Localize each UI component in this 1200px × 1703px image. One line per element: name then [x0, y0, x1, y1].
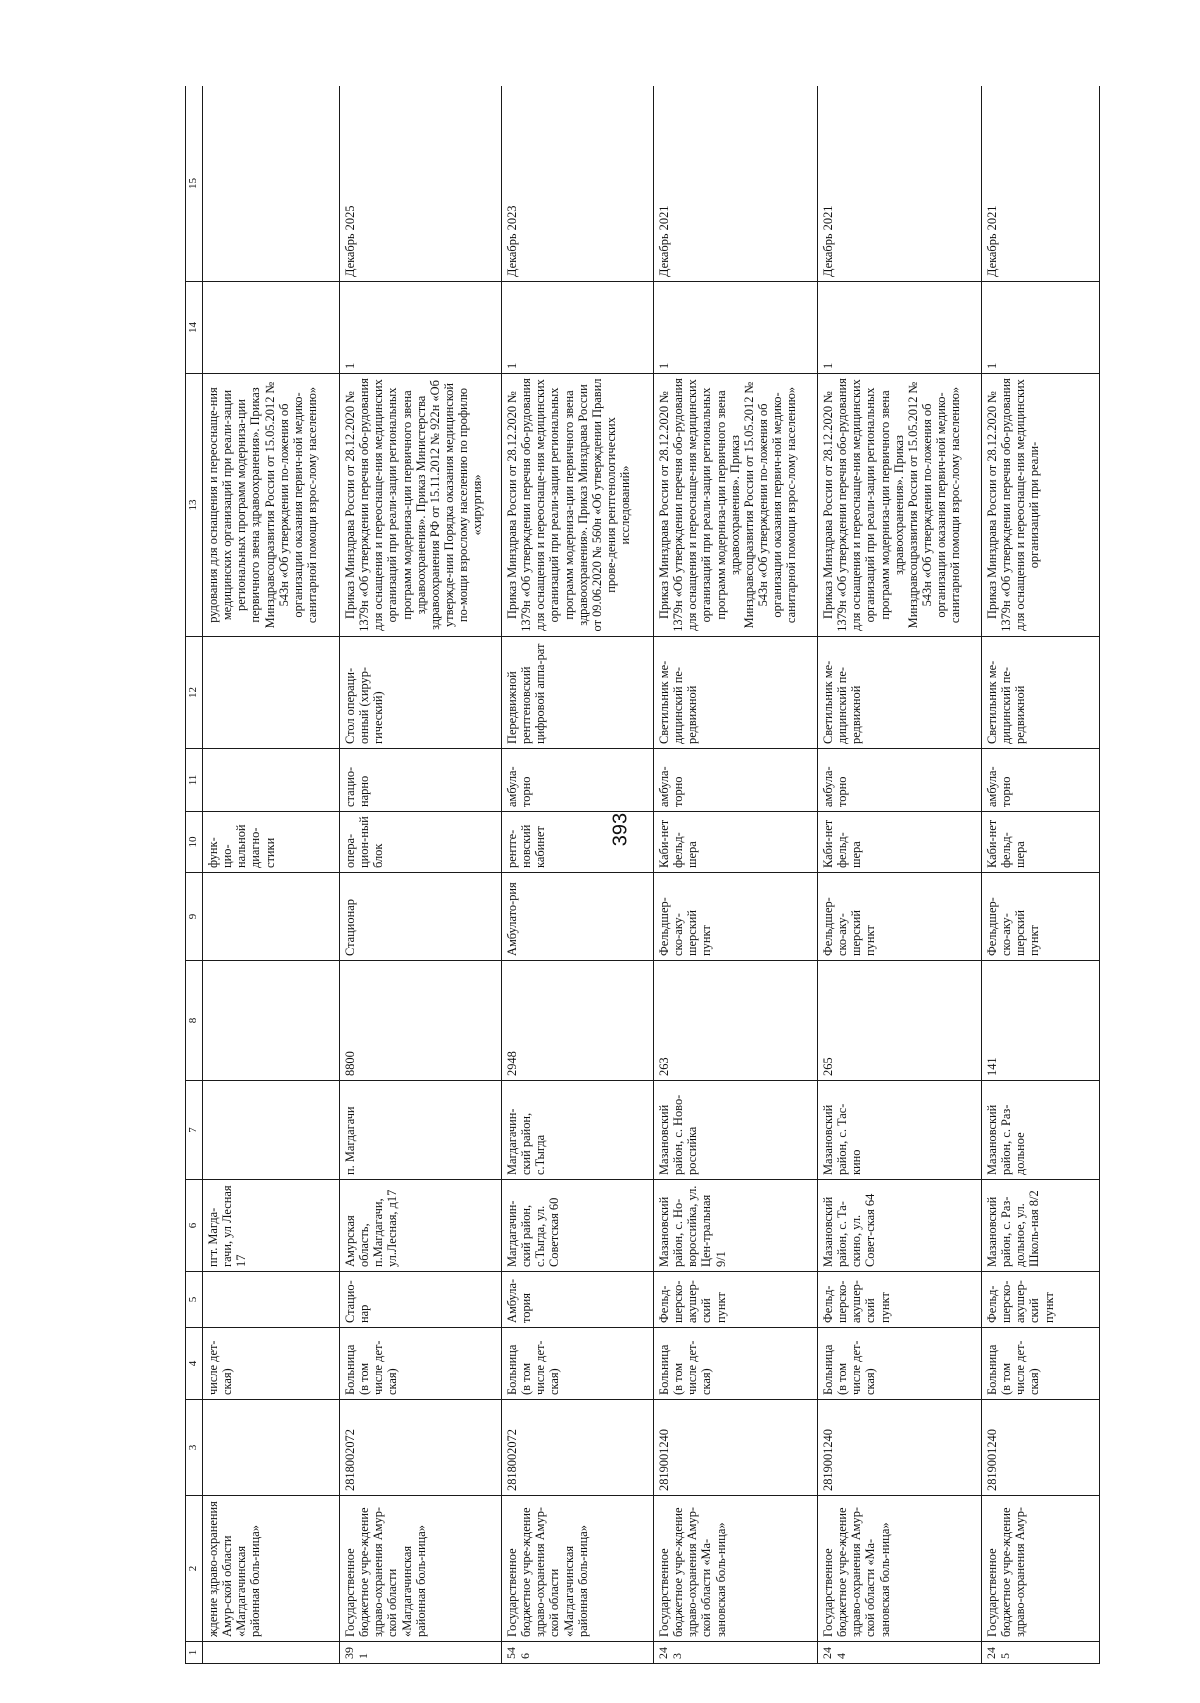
- inn-cell: 2819001240: [982, 1400, 1100, 1496]
- population-cell: 265: [818, 961, 982, 1081]
- care-mode-cell: [203, 749, 340, 812]
- deadline-cell: Декабрь 2021: [982, 86, 1100, 282]
- table-row-continued: [203, 86, 340, 1664]
- address-cell: Мазановский район, с. Но-вороссийка, ул. Цен-тральная 9/1: [654, 1180, 818, 1272]
- organization-cell: Государственное бюджетное учре-ждение здраво-охранения Амур-ской области «Магдагачинская районная боль-ница»: [340, 1496, 502, 1642]
- deadline-cell: Декабрь 2021: [654, 86, 818, 282]
- unit-type-cell: [203, 1272, 340, 1328]
- regulation-cell: Приказ Минздрава России от 28.12.2020 № 1379н «Об утверждении перечня обо-рудования для оснащения и переоснаще-ния медицинских организаций при реали-зации региональных программ модерниза-ции первичного звена здравоохранения». Приказ Минздравсоцразвития России от 15.05.2012 № 543н «Об утверждении по-ложения об организации оказания первич-ной медико-санитарной помощи взрос-лому населению»: [818, 374, 982, 637]
- department-cell: рентге-новский кабинет: [502, 812, 654, 873]
- table-row: [818, 86, 982, 1664]
- inn-cell: 2818002072: [340, 1400, 502, 1496]
- table-row: [982, 86, 1100, 1664]
- column-number: 12: [186, 637, 203, 749]
- column-number: 14: [186, 282, 203, 374]
- population-cell: 141: [982, 961, 1100, 1081]
- inn-cell: [203, 1400, 340, 1496]
- equipment-cell: Передвижной рентгеновский цифровой аппа-рат: [502, 637, 654, 749]
- deadline-cell: Декабрь 2025: [340, 86, 502, 282]
- care-mode-cell: амбула-торно: [982, 749, 1100, 812]
- care-mode-cell: амбула-торно: [654, 749, 818, 812]
- regulation-cell: Приказ Минздрава России от 28.12.2020 № 1379н «Об утверждении перечня обо-рудования для оснащения и переоснаще-ния медицинских организаций при реали-зации региональных программ модерниза-ции первичного звена здравоохранения». Приказ Министерства здравоохранения РФ от 15.11.2012 № 922н «Об утвержде-нии Порядка оказания медицинской по-мощи взрослому населению по профилю «хирургия»: [340, 374, 502, 637]
- care-mode-cell: стацио-нарно: [340, 749, 502, 812]
- rotated-table-container: [185, 86, 1100, 1664]
- address-cell: Магдагачин-ский район, с.Тыгда, ул. Советская 60: [502, 1180, 654, 1272]
- address-cell: пгт. Магда-гачи, ул Лесная 17: [203, 1180, 340, 1272]
- unit-type-cell: Фельд-шерско-акушер-ский пункт: [818, 1272, 982, 1328]
- quantity-cell: 1: [654, 282, 818, 374]
- address-cell: Амурская область, п.Магдагачи, ул.Лесная, д17: [340, 1180, 502, 1272]
- institution-type-cell: Больница (в том числе дет-ская): [340, 1328, 502, 1400]
- department-cell: Каби-нет фельд-шера: [654, 812, 818, 873]
- institution-type-cell: Больница (в том числе дет-ская): [654, 1328, 818, 1400]
- regulation-cell: Приказ Минздрава России от 28.12.2020 № 1379н «Об утверждении перечня обо-рудования для оснащения и переоснаще-ния медицинских организаций при реали-зации региональных программ модерниза-ции первичного звена здравоохранения». Приказ Минздрава России от 09.06.2020 № 560н «Об утверждении Правил прове-дения рентгенологических исследований»: [502, 374, 654, 637]
- inn-cell: 2819001240: [654, 1400, 818, 1496]
- column-number: 5: [186, 1272, 203, 1328]
- unit-type-cell: Амбула-тория: [502, 1272, 654, 1328]
- facility-cell: Амбулато-рия: [502, 873, 654, 961]
- deadline-cell: Декабрь 2021: [818, 86, 982, 282]
- institution-type-cell: Больница (в том числе дет-ская): [818, 1328, 982, 1400]
- equipment-cell: Светильник ме-дицинский пе-редвижной: [982, 637, 1100, 749]
- care-mode-cell: амбула-торно: [818, 749, 982, 812]
- care-mode-cell: амбула-торно: [502, 749, 654, 812]
- equipment-cell: Стол операци-онный (хирур-гический): [340, 637, 502, 749]
- department-cell: Каби-нет фельд-шера: [982, 812, 1100, 873]
- organization-cell: Государственное бюджетное учре-ждение здраво-охранения Амур-ской области «Ма-зановская боль-ница»: [654, 1496, 818, 1642]
- population-cell: [203, 961, 340, 1081]
- column-number: 13: [186, 374, 203, 637]
- row-number-cell: 245: [982, 1642, 1100, 1664]
- quantity-cell: 1: [340, 282, 502, 374]
- unit-type-cell: Фельд-шерско-акушер-ский пункт: [654, 1272, 818, 1328]
- column-number: 10: [186, 812, 203, 873]
- population-cell: 8800: [340, 961, 502, 1081]
- regulation-cell: Приказ Минздрава России от 28.12.2020 № 1379н «Об утверждении перечня обо-рудования для оснащения и переоснаще-ния медицинских организаций при реали-зации региональных программ модерниза-ции первичного звена здравоохранения». Приказ Минздравсоцразвития России от 15.05.2012 № 543н «Об утверждении по-ложения об организации оказания первич-ной медико-санитарной помощи взрос-лому населению»: [654, 374, 818, 637]
- column-number: 7: [186, 1081, 203, 1180]
- row-number-cell: 546: [502, 1642, 654, 1664]
- column-number: 1: [186, 1642, 203, 1664]
- equipment-cell: Светильник ме-дицинский пе-редвижной: [654, 637, 818, 749]
- department-cell: опера-цион-ный блок: [340, 812, 502, 873]
- unit-type-cell: Фельд-шерско-акушер-ский пункт: [982, 1272, 1100, 1328]
- facility-cell: Фельдшер-ско-аку-шерский пункт: [654, 873, 818, 961]
- column-number-row: [186, 86, 203, 1664]
- row-number-cell: 244: [818, 1642, 982, 1664]
- quantity-cell: 1: [502, 282, 654, 374]
- population-cell: 2948: [502, 961, 654, 1081]
- row-number-cell: 243: [654, 1642, 818, 1664]
- address-cell: Мазановский район, с. Раз-дольное, ул. Школь-ная 8/2: [982, 1180, 1100, 1272]
- department-cell: функ-цио-нальной диагно-стики: [203, 812, 340, 873]
- quantity-cell: 1: [818, 282, 982, 374]
- facility-cell: Фельдшер-ско-аку-шерский пункт: [982, 873, 1100, 961]
- equipment-cell: [203, 637, 340, 749]
- deadline-cell: Декабрь 2023: [502, 86, 654, 282]
- locality-cell: Мазановский район, с. Ново-российка: [654, 1081, 818, 1180]
- facility-cell: Стационар: [340, 873, 502, 961]
- inn-cell: 2819001240: [818, 1400, 982, 1496]
- column-number: 9: [186, 873, 203, 961]
- equipment-table: [185, 86, 1100, 1664]
- equipment-cell: Светильник ме-дицинский пе-редвижной: [818, 637, 982, 749]
- institution-type-cell: Больница (в том числе дет-ская): [982, 1328, 1100, 1400]
- locality-cell: Магдагачин-ский район, с.Тыгда: [502, 1081, 654, 1180]
- organization-cell: Государственное бюджетное учре-ждение здраво-охранения Амур-: [982, 1496, 1100, 1642]
- institution-type-cell: Больница (в том числе дет-ская): [502, 1328, 654, 1400]
- row-number-cell: 391: [340, 1642, 502, 1664]
- regulation-cell: Приказ Минздрава России от 28.12.2020 № 1379н «Об утверждении перечня обо-рудования для оснащения и переоснаще-ния медицинских организаций при реали-: [982, 374, 1100, 637]
- locality-cell: Мазановский район, с. Тас-кино: [818, 1081, 982, 1180]
- table-area: [185, 86, 1100, 1664]
- unit-type-cell: Стацио-нар: [340, 1272, 502, 1328]
- column-number: 8: [186, 961, 203, 1081]
- regulation-cell: рудования для оснащения и переоснаще-ния медицинских организаций при реали-зации региональных программ модерниза-ции первичного звена здравоохранения». Приказ Минздравсоцразвития России от 15.05.2012 № 543н «Об утверждении по-ложения об организации оказания первич-ной медико-санитарной помощи взрос-лому населению»: [203, 374, 340, 637]
- organization-cell: Государственное бюджетное учре-ждение здраво-охранения Амур-ской области «Магдагачинская районная боль-ница»: [502, 1496, 654, 1642]
- table-row: [340, 86, 502, 1664]
- column-number: 15: [186, 86, 203, 282]
- department-cell: Каби-нет фельд-шера: [818, 812, 982, 873]
- organization-cell: Государственное бюджетное учре-ждение здраво-охранения Амур-ской области «Ма-зановская боль-ница»: [818, 1496, 982, 1642]
- quantity-cell: [203, 282, 340, 374]
- facility-cell: [203, 873, 340, 961]
- organization-cell: ждение здраво-охранения Амур-ской области «Магдагачинская районная боль-ница»: [203, 1496, 340, 1642]
- population-cell: 263: [654, 961, 818, 1081]
- column-number: 6: [186, 1180, 203, 1272]
- inn-cell: 2818002072: [502, 1400, 654, 1496]
- column-number: 2: [186, 1496, 203, 1642]
- institution-type-cell: числе дет-ская): [203, 1328, 340, 1400]
- column-number: 4: [186, 1328, 203, 1400]
- deadline-cell: [203, 86, 340, 282]
- locality-cell: [203, 1081, 340, 1180]
- page-number: 393: [609, 812, 632, 847]
- facility-cell: Фельдшер-ско-аку-шерский пункт: [818, 873, 982, 961]
- row-number-cell: [203, 1642, 340, 1664]
- table-row: [654, 86, 818, 1664]
- quantity-cell: 1: [982, 282, 1100, 374]
- column-number: 11: [186, 749, 203, 812]
- locality-cell: Мазановский район, с. Раз-дольное: [982, 1081, 1100, 1180]
- table-row: [502, 86, 654, 1664]
- locality-cell: п. Магдагачи: [340, 1081, 502, 1180]
- column-number: 3: [186, 1400, 203, 1496]
- address-cell: Мазановский район, с. Та-скино, ул. Совет-ская 64: [818, 1180, 982, 1272]
